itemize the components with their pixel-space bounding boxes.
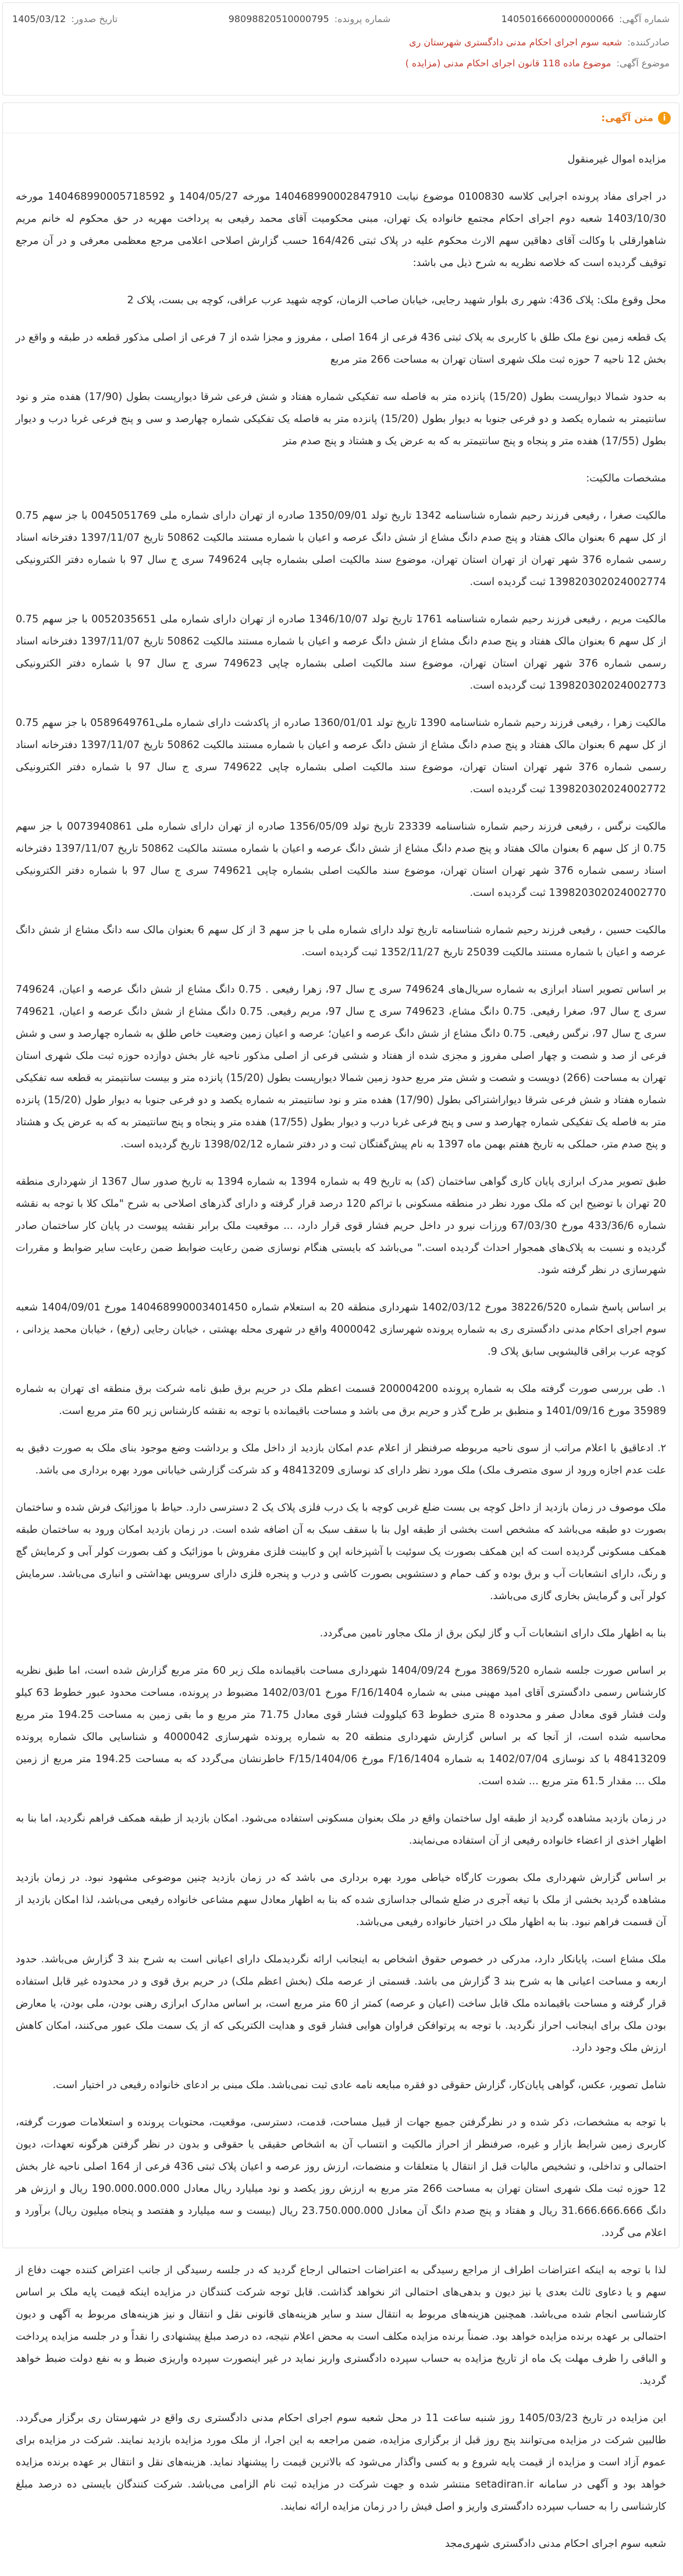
- notice-paragraph: مالکیت حسین ، رفیعی فرزند رحیم شماره شناسنامه تاریخ تولد دارای شماره ملی با جز سهم 3 از کل سهم 6 بعنوان مالک سه دانگ مشاع از شش دانگ عرصه و اعیان با شماره مستند مالکیت 25039 تاریخ 1352/11/27 ثبت گردیده است.: [16, 924, 666, 958]
- notice-paragraph: محل وقوع ملک: پلاک 436: شهر ری بلوار شهید رجایی، خیابان صاحب الزمان، کوچه شهید عرب عراقی، کوچه بی بست، پلاک 2: [127, 295, 666, 306]
- notice-paragraph: مالکیت صغرا ، رفیعی فرزند رحیم شماره شناسنامه 1342 تاریخ تولد 1350/09/01 صادره از تهران دارای شماره ملی 0045051769 با جز سهم 0.75 از کل سهم 6 بعنوان مالک هفتاد و پنج صدم دانگ مشاع از شش دانگ عرصه و اعیان با شماره مستند مالکیت 50862 تاریخ 1397/11/07 دفترخانه اسناد رسمی شماره 376 شهر تهران از تهران استان تهران، موضوع سند مالکیت اصلی بشماره چاپی 749624 سری ج سال 97 با شماره دفتر الکترونیکی 139820302024002774 ثبت گردیده است.: [16, 510, 666, 588]
- ad-number: [501, 13, 670, 24]
- notice-paragraph: ملک مشاع است، پایانکار دارد، مدرکی در خصوص حقوق اشخاص به اینجانب ارائه نگردیدملک دارای اعیانی است به شرح بند 3 گزارش می‌باشد. حدود اربعه و مساحت اعیانی ها به شرح بند 3 گزارش می باشد. قسمتی از عرصه ملک (بخش اعظم ملک) در حریم برق قوی و در محدوده غیر قابل استفاده قرار گرفته و مساحت باقیمانده ملک قابل ساخت (اعیان و عرصه) کمتر از 60 متر مربع است، بر اساس مدارک ابرازی رهنی بودن، ملی بودن، یا معارض بودن ملک برای اینجانب احراز نگردید. با توجه به پرتوافکن فراوان هوایی فشار قوی و هدایت الکتریکی که از یک سمت ملک عبور می‌کنند، امکان کاهش ارزش ملک وجود دارد.: [16, 1954, 666, 2054]
- notice-card: [2, 102, 680, 2550]
- notice-paragraph: بر اساس تصویر اسناد ابرازی به شماره سریال‌های 749624 سری ج سال 97، زهرا رفیعی . 0.75 دانگ مشاع از شش دانگ عرصه و اعیان، 749624 سری ج سال 97، صغرا رفیعی. 0.75 دانگ مشاع، 749623 سری ج سال 97، مریم رفیعی. 0.75 دانگ مشاع از شش دانگ عرصه و اعیان، 749621 سری ج سال 97، نرگس رفیعی. 0.75 دانگ مشاع از شش دانگ عرصه و اعیان؛ عرصه و اعیان زمین وضعیت خاص طلق به شماره چهارصد و سی و شش فرعی از صد و شصت و چهار اصلی مفروز و مجزی شده از هفتاد و ششی فرعی از اصلی مذکور ناحیه غار بخش دوازده حوزه ثبت ملک شهری استان تهران به مساحت (266) دویست و شصت و شش متر مربع حدود زمین شمالا دیوارپست بطول (15/20) پانزده متر و بیست سانتیمتر به قطعه سه تفکیکی شماره هفتاد و شش فرعی شرقا دیواراشتراکی بطول (17/90) هفده متر و نود سانتیمتر به شماره یکصد و دو فرعی جنوبا به دیوار طول (15/20) پانزده متر به فاصله یک تفکیکی شماره چهارصد و سی و پنج فرعی غربا درب و دیوار بطول (17/55) هفده متر و پنجاه و پنج سانتیمتر به که به عرض یک و هشتاد و پنج صدم متر، حملکی به تاریخ هفتم بهمن ماه 1397 به نام پیش‌گفتگان ثبت و در دفتر شماره 1398/02/12 تاریخ گردیده است.: [16, 984, 667, 1150]
- issuer-label: صادرکننده:: [627, 37, 670, 48]
- notice-paragraph: مالکیت مریم ، رفیعی فرزند رحیم شماره شناسنامه 1761 تاریخ تولد 1346/10/07 صادره از تهران دارای شماره ملی 0052035651 با جز سهم 0.75 از کل سهم 6 بعنوان مالک هفتاد و پنج صدم دانگ مشاع از شش دانگ عرصه و اعیان با شماره مستند مالکیت 50862 تاریخ 1397/11/07 دفترخانه اسناد رسمی شماره 376 شهر تهران استان تهران، موضوع سند مالکیت اصلی بشماره چاپی 749623 سری ج سال 97 با شماره دفتر الکترونیکی 139820302024002773 ثبت گردیده است.: [16, 614, 666, 692]
- notice-body: [3, 133, 679, 2576]
- notice-paragraph: مالکیت زهرا ، رفیعی فرزند رحیم شماره شناسنامه 1390 تاریخ تولد 1360/01/01 صادره از پاکدشت دارای شماره ملی0589649761 با جز سهم 0.75 از کل سهم 6 بعنوان مالک هفتاد و پنج صدم دانگ مشاع از شش دانگ عرصه و اعیان با شماره مستند مالکیت 50862 تاریخ 1397/11/07 دفترخانه اسناد رسمی شماره 376 شهر تهران استان تهران، موضوع سند مالکیت اصلی بشماره چاپی 749622 سری ج سال 97 با شماره دفتر الکترونیکی 139820302024002772 ثبت گردیده است.: [16, 717, 666, 795]
- ad-meta-row: [12, 10, 670, 27]
- notice-paragraph: در اجرای مفاد پرونده اجرایی کلاسه 0100830 موضوع نیابت 140468990002847910 مورخه 1404/05/27 و 140468990005718592 مورخه 1403/10/30 شعبه دوم اجرای احکام مجتمع خانواده یک تهران، مبنی محکومیت آقای محمد رفیعی به پرداخت مهریه در حق محکوم له خانم مریم شاهوارقلی با وکالت آقای دهاقین سهم الارث محکوم علیه در پلاک ثبتی 164/426 حسب گزارش اصلاحی اعلامی مرجع معظمی معرفی و در آن مرجع توقیف گردیده است که خلاصه نظریه به شرح ذیل می باشد:: [16, 191, 666, 269]
- subject-label: موضوع آگهی:: [616, 58, 670, 69]
- notice-paragraph: یک قطعه زمین نوع ملک طلق با کاربری به پلاک ثبتی 436 فرعی از 164 اصلی ، مفروز و مجزا شده از 7 فرعی از اصلی مذکور قطعه در طبقه و واقع در بخش 12 ناحیه 7 حوزه ثبت ملک شهری استان تهران به مساحت 266 متر مربع: [16, 332, 666, 366]
- subject-value: موضوع ماده 118 قانون اجرای احکام مدنی (مزایده ): [405, 58, 611, 69]
- notice-paragraph: شعبه سوم اجرای احکام مدنی دادگستری شهری‌مجد: [444, 2538, 666, 2550]
- ad-header-card: [2, 2, 680, 95]
- notice-paragraph: به حدود شمالا دیوارپست بطول (15/20) پانزده متر به فاصله سه تفکیکی شماره هفتاد و شش فرعی شرقا دیوارپست بطول (17/90) هفده متر و نود سانتیمتر به شماره یکصد و دو فرعی جنوبا به دیوار بطول (15/20) پانزده متر به فاصله یک تفکیکی شماره چهارصد و سی و پنج فرعی غربا درب و دیوار بطول (17/55) هفده متر و پنجاه و پنج سانتیمتر به که به عرض یک و هشتاد و پنج صدم متر: [16, 391, 666, 447]
- notice-paragraph: بر اساس گزارش شهرداری ملک بصورت کارگاه خیاطی مورد بهره برداری می باشد که در زمان بازدید چنین موضوعی مشهود نبود. در زمان بازدید مشاهده گردید بخشی از ملک با تیغه آجری در ضلع شمالی جداسازی شده که بنا به اظهار معادل سهم مشاعی خانواده رفیعی می‌باشد، لذا امکان بازدید از آن قسمت فراهم نبود. بنا به اظهار ملک در اختیار خانواده رفیعی می‌باشد.: [16, 1872, 666, 1928]
- notice-title: متن آگهی:: [601, 112, 653, 124]
- info-icon: i: [658, 112, 671, 125]
- case-number-label: شماره پرونده:: [334, 13, 391, 24]
- ad-number-label: شماره آگهی:: [619, 13, 670, 24]
- notice-paragraph: بنا به اظهار ملک دارای انشعابات آب و گاز لیکن برق از ملک مجاور تامین می‌گردد.: [319, 1628, 666, 1639]
- notice-paragraph: مزایده اموال غیرمنقول: [567, 154, 666, 165]
- issue-date-label: تاریخ صدور:: [71, 13, 118, 24]
- notice-paragraph: لذا با توجه به اینکه اعتراضات اطراف از مراجع رسیدگی به اعتراضات احتمالی ارجاع گردید که در جلسه رسیدگی از جانب اعتراض کننده جهت دفاع از سهم و یا دعاوی ثالث بعدی یا نیز دیون و بدهی‌های احتمالی اثر نخواهد گذاشت. قابل توجه شرکت کنندگان در مزایده اینکه قیمت پایه ملک بر اساس کارشناسی انجام شده می‌باشد. همچنین هزینه‌های مربوط به انتقال سند و سایر هزینه‌های قانونی نقل و انتقال و نیز هزینه‌های مربوط به آگهی و دیون احتمالی بر عهده برنده مزایده خواهد بود. ضمناً برنده مزایده مکلف است به محض اعلام نتیجه، ده درصد مبلغ پیشنهادی را نقداً و در جلسه مزایده پرداخت و الباقی را ظرف مهلت یک ماه از تاریخ مزایده به حساب سپرده دادگستری واریز نماید در غیر اینصورت سپرده واریزی ضبط و به نفع دولت ضبط خواهد گردید.: [16, 2265, 666, 2387]
- case-number: [229, 13, 391, 24]
- notice-paragraph: شامل تصویر، عکس، گواهی پایان‌کار، گزارش حقوقی دو فقره مبایعه نامه عادی ثبت نمی‌باشد. ملک مبنی بر ادعای خانواده رفیعی در اختیار است.: [52, 2079, 666, 2091]
- issue-date-value: 1405/03/12: [12, 13, 66, 24]
- notice-paragraph: ملک موصوف در زمان بازدید از داخل کوچه بی بست ضلع غربی کوچه با یک درب فلزی پلاک یک 2 دسترسی دارد. حیاط با موزائیک فرش شده و ساختمان بصورت دو طبقه می‌باشد که مشخص است بخشی از طبقه اول بنا با سقف سبک به آن اضافه شده است. در زمان بازدید امکان ورود به ساختمان طبقه همکف مسکونی گردیده است که این همکف بصورت یک سوئیت با آشپزخانه اپن و کابینت فلزی مفروش با موزائیک و کف بصورت کولر آبی و کرمایش گچ و رنگ، دارای انشعابات آب و برق بوده و کف حمام و دستشویی بصورت کاشی و درب و پنجره فلزی دارای سرویس بهداشتی و انباری می‌باشد. سرمایش کولر آبی و گرمایش بخاری گازی می‌باشد.: [16, 1502, 666, 1602]
- case-number-value: 98098820510000795: [228, 13, 329, 24]
- notice-paragraph: مالکیت نرگس ، رفیعی فرزند رحیم شماره شناسنامه 23339 تاریخ تولد 1356/05/09 صادره از تهران دارای شماره ملی 0073940861 با جز سهم 0.75 از کل سهم 6 بعنوان مالک هفتاد و پنج صدم دانگ مشاع از شش دانگ عرصه و اعیان با شماره مستند مالکیت 50862 تاریخ 1397/11/07 دفترخانه اسناد رسمی شماره 376 شهر تهران استان تهران، موضوع سند مالکیت اصلی بشماره چاپی 749621 سری ج سال 97 با شماره دفتر الکترونیکی 139820302024002770 ثبت گردیده است.: [16, 821, 667, 899]
- issuer-row: [12, 37, 670, 48]
- notice-paragraph: در زمان بازدید مشاهده گردید از طبقه اول ساختمان واقع در ملک بعنوان مسکونی استفاده می‌شود. امکان بازدید از طبقه همکف فراهم نگردید، اما بنا به اظهار اخذی از اعضاء خانواده رفیعی از آن استفاده می‌نمایند.: [16, 1813, 666, 1847]
- issue-date: [12, 13, 118, 24]
- notice-paragraph: ۱. طی بررسی صورت گرفته ملک به شماره پرونده 200004200 قسمت اعظم ملک در حریم برق طبق نامه شرکت برق منطقه ای تهران به شماره 35989 مورخ 1401/09/16 و منطبق بر طرح گذر و حریم برق می باشد و مساحت باقیمانده با توجه به نقشه کارشناس زیر 60 متر مربع است.: [16, 1383, 666, 1417]
- notice-paragraph: این مزایده در تاریخ 1405/03/23 روز شنبه ساعت 11 در محل شعبه سوم اجرای احکام مدنی دادگستری ری واقع در شهرستان ری برگزار می‌گردد. طالبین شرکت در مزایده می‌توانند پنج روز قبل از برگزاری مزایده، ضمن مراجعه به این اجرا، از ملک مورد مزایده بازدید نمایند. شرکت در مزایده برای عموم آزاد است و مزایده از قیمت پایه شروع و به کسی واگذار می‌شود که بالاترین قیمت را پیشنهاد نماید. هزینه‌های نقل و انتقال بر عهده برنده مزایده خواهد بود و آگهی در سامانه setadiran.ir منتشر شده و جهت شرکت در مزایده ثبت نام الزامی می‌باشد. شرکت کنندگان بایستی ده درصد مبلغ کارشناسی را به حساب سپرده دادگستری واریز و اصل فیش را در زمان مزایده ارائه نمایند.: [16, 2412, 666, 2513]
- notice-paragraph: مشخصات مالکیت:: [586, 473, 666, 484]
- notice-paragraph: با توجه به مشخصات، ذکر شده و در نظرگرفتن جمیع جهات از قبیل مساحت، قدمت، دسترسی، موقعیت، محتویات پرونده و استعلامات صورت گرفته، کاربری زمین شرایط بازار و غیره، صرفنظر از احراز مالکیت و انتساب آن به اشخاص حقیقی یا حقوقی و بدون در نظر گرفتن هرگونه تعهدات، دیون احتمالی و تداخلی، و تشخیص مالیات قبل از انتقال یا متعلقات و منضمات، ارزش روز عرصه و اعیان پلاک ثبتی 436 فرعی از 164 اصلی ناحیه غار بخش 12 حوزه ثبت ملک شهری استان تهران به مساحت 266 متر مربع به ارزش روز یکصد و نود میلیارد ریال معادل 190.000.000.000 ریال و ارزش هر دانگ 31.666.666.666 ریال و هفتاد و پنج صدم دانگ آن معادل 23.750.000.000 ریال (بیست و سه میلیارد و هفتصد و پنجاه میلیون ریال) برآورد و اعلام می گردد.: [16, 2117, 666, 2239]
- notice-paragraph: بر اساس صورت جلسه شماره 3869/520 مورخ 1404/09/24 شهرداری مساحت باقیمانده ملک زیر 60 متر مربع گزارش شده است، اما طبق نظریه کارشناس رسمی دادگستری آقای امید مهینی مبنی به شماره 1404/F/16 مورخ 1402/03/01 مضبوط در پرونده، مساحت محدود عبور خطوط 63 کیلو ولت فشار قوی معادل صفر و محدوده 8 متری خطوط 63 کیلوولت فشار قوی معادل 71.75 متر مربع و ما بقی زمین به مساحت 194.25 متر مربع محاسبه شده است، از آنجا که بر اساس گزارش شهرداری منطقه 20 به شماره پرونده شهرسازی 4000042 و شناسایی مالک شماره پرونده 48413209 با کد نوسازی 1402/07/04 به شماره 1404/F/16 مورخ 1404/06/F/15 خاطرنشان می‌گردد که به مساحت 194.25 متر مربع از زمین ملک ... مقدار 61.5 متر مربع ... شده است.: [16, 1665, 666, 1787]
- ad-number-value: 1405016660000000066: [501, 13, 614, 24]
- notice-paragraph: طبق تصویر مدرک ابرازی پایان کاری گواهی ساختمان (کد) به تاریخ 49 به شماره 1394 به شماره 1394 به تاریخ صدور سال 1367 از شهرداری منطقه 20 تهران با توضیح این که ملک مورد نظر در منطقه مسکونی با تراکم 120 درصد قرار گرفته و دارای گذرهای اصلاحی به شرح "ملک کلا با توجه به نقشه شماره 433/36/6 مورخ 67/03/30 ورزات نیرو در داخل حریم فشار قوی قرار دارد، ... موقعیت ملک برابر نقشه پیوست در پایان کار ساختمان صادر گردیده و نسبت به پلاک‌های همجوار احداث گردیده است." می‌باشد که بایستی هنگام نوسازی ضمن رعایت ضوابط ضمن رعایت سایر ضوابط و مقررات شهرسازی در نظر گرفته شود.: [16, 1176, 666, 1276]
- notice-paragraph: بر اساس پاسخ شماره 38226/520 مورخ 1402/03/12 شهرداری منطقه 20 به استعلام شماره 140468990003401450 مورخ 1404/09/01 شعبه سوم اجرای احکام مدنی دادگستری ری به شماره پرونده شهرسازی 4000042 واقع در شهری محله بهشتی ، خیابان رجایی (رفع) ، خیابان محمد یزدانی ، کوچه عرب براقی قالیشویی سابق پلاک 9.: [16, 1302, 666, 1358]
- subject-row: [12, 58, 670, 69]
- notice-header: [3, 103, 679, 133]
- notice-paragraph: ۲. ادعاقیق با اعلام مراتب از سوی ناحیه مربوطه صرفنظر از اعلام عدم امکان بازدید از داخل ملک و برداشت وضع موجود بنای ملک به صورت دقیق به علت عدم اجازه ورود از سوی متصرف ملک) ملک مورد نظر دارای کد نوسازی 48413209 و کد شرکت گزارشی خیابانی مورد بهره برداری می باشد.: [16, 1443, 666, 1476]
- issuer-value: شعبه سوم اجرای احکام مدنی دادگستری شهرستان ری: [409, 37, 622, 48]
